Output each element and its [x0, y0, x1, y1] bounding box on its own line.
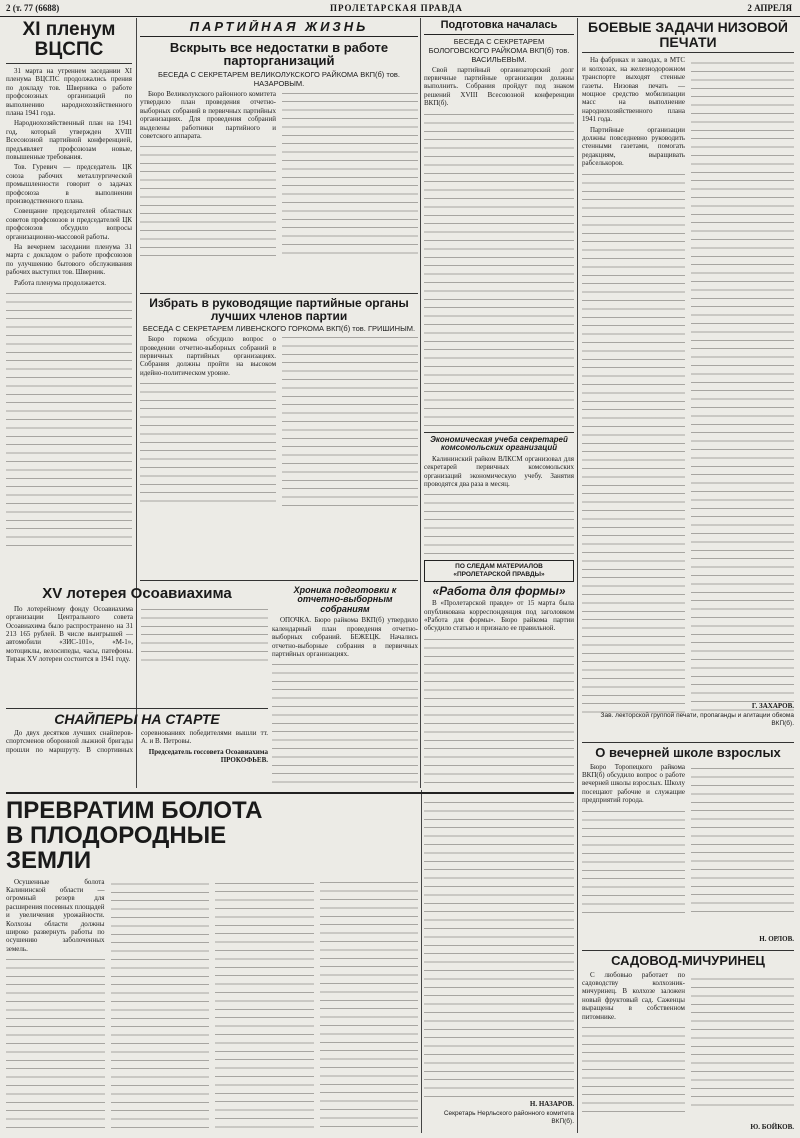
- plenum-paragraph: Совещание председателей областных советов профсоюзов и председателей ЦК профсоюзов обсудило вопросы организационно-массовой работы.: [6, 207, 132, 241]
- party-life-banner: ПАРТИЙНАЯ ЖИЗНЬ: [140, 20, 418, 37]
- komsomol-headline: Экономическая учеба секретарей комсомольских организаций: [430, 436, 568, 453]
- letters-body: [424, 599, 574, 785]
- lowlevel-press-article: [582, 20, 794, 720]
- press-signature-block: [582, 700, 794, 740]
- school-article: [582, 746, 794, 946]
- school-text: Бюро Торопецкого райкома ВКП(б) обсудило вопрос о работе вечерней школы взрослых. Школу посещают рабочие и служащие предприятий города.: [582, 762, 685, 805]
- swamps-article: [6, 798, 418, 1134]
- plenum-article: [6, 20, 132, 580]
- plenum-paragraph: Народнохозяйственный план на 1941 год, который утвержден XVIII Всесоюзной партийной конференцией, предъявляет профсоюзам новые, повышенные требования.: [6, 119, 132, 161]
- school-signature: Н. ОРЛОВ.: [759, 934, 794, 943]
- komsomol-article: [424, 436, 574, 556]
- swamps-continued-body: [424, 798, 574, 1098]
- article2-body: [140, 335, 418, 525]
- swamps-text: Осушенные болота Калининской области — огромный резерв для расширения посевных площадей и увеличения урожайности. Колхозы области должны широко развернуть работы по осушению заболоченных земель.: [6, 877, 105, 953]
- chronicle-headline: Хроника подготовки к отчетно-выборным собраниям: [293, 586, 397, 614]
- school-body: [582, 763, 794, 933]
- chronicle-article: [272, 586, 418, 786]
- lottery-headline: XV лотерея Осоавиахима: [42, 586, 232, 602]
- preparation-headline: Подготовка началась: [424, 20, 574, 35]
- article1-text: Бюро Великолукского районного комитета утвердило план проведения отчетно-выборных собраний в первичных партийных организациях. Для проведения собраний выделены работники партийного и советского аппарата.: [140, 89, 276, 140]
- press-text: На фабриках и заводах, в МТС и колхозах, на железнодорожном транспорте выходят стенные газеты. Низовая печать — мощное средство мобилизации масс на выполнение народнохозяйственного плана 1941 года.: [582, 56, 685, 124]
- letters-article: [424, 558, 574, 786]
- komsomol-text: Калининский райком ВЛКСМ организовал для секретарей первичных комсомольских организаций экономическую учебу. Занятия проводятся два раза в месяц.: [424, 454, 574, 488]
- swamps-continued: [424, 798, 574, 1134]
- party-life-section: [140, 20, 418, 580]
- chronicle-body: [272, 616, 418, 786]
- issue-date: 2 АПРЕЛЯ: [747, 3, 792, 13]
- lottery-article: [6, 586, 268, 706]
- michurin-body: [582, 971, 794, 1121]
- komsomol-body: [424, 455, 574, 556]
- article2-headline: Избрать в руководящие партийные органы лучших членов партии: [149, 295, 409, 323]
- preparation-subtitle: БЕСЕДА С СЕКРЕТАРЕМ БОЛОГОВСКОГО РАЙКОМА ВКП(б) тов. ВАСИЛЬЕВЫМ.: [428, 36, 570, 64]
- school-headline: О вечерней школе взрослых: [595, 746, 781, 760]
- plenum-headline: XI пленум ВЦСПС: [22, 20, 116, 60]
- lottery-body: [6, 605, 268, 665]
- swamps-body: [6, 878, 418, 1134]
- michurin-text: С любовью работает по садоводству колхозник-мичуринец. В колхозе заложен новый фруктовый сад. Саженцы выращены в собственном питомнике.: [582, 970, 685, 1021]
- preparation-text: Свой партийный организаторский долг первичные партийные организации должны выполнить. Собрания пройдут под знаком решений XVIII Всесоюзной конференции ВКП(б).: [424, 65, 574, 108]
- press-headline: БОЕВЫЕ ЗАДАЧИ НИЗОВОЙ ПЕЧАТИ: [588, 20, 788, 50]
- snipers-signature: Председатель госсовета Осоавиахима ПРОКОФЬЕВ.: [148, 747, 268, 764]
- masthead: [0, 0, 800, 17]
- swamps-signature-note: Секретарь Нерльского районного комитета ВКП(б).: [443, 1110, 574, 1125]
- michurin-signature: Ю. БОЙКОВ.: [750, 1122, 794, 1131]
- letters-headline: «Работа для формы»: [432, 583, 566, 598]
- plenum-body: [6, 67, 132, 287]
- snipers-text: До двух десятков лучших снайперов-спортсменов оборонной лыжной бригады прошли по маршруту. В спортивных соревнованиях победителями вышли тт. А. и В. Петровы.: [6, 728, 268, 754]
- text-filler: [424, 110, 574, 430]
- press-signature-note: Зав. лекторской группой печати, пропаганды и агитации обкома ВКП(б).: [600, 712, 794, 727]
- article1-subtitle: БЕСЕДА С СЕКРЕТАРЕМ ВЕЛИКОЛУКСКОГО РАЙКОМА ВКП(б) тов. НАЗАРОВЫМ.: [158, 69, 400, 88]
- snipers-body: [6, 729, 268, 765]
- plenum-intro: 31 марта на утреннем заседании XI пленума ВЦСПС продолжались прения по докладу тов. Шверника о работе профсоюзных организаций по выполнению народнохозяйственного плана 1941 года.: [6, 66, 132, 117]
- plenum-paragraph: На вечернем заседании пленума 31 марта с докладом о работе профсоюзов по улучшению бытового обслуживания рабочих выступил тов. Шверник.: [6, 243, 132, 277]
- plenum-paragraph: Тов. Гуревич — председатель ЦК союза рабочих металлургической промышленности говорит о задачах профсоюза в выполнении производственного плана.: [6, 163, 132, 205]
- plenum-paragraph: Работа пленума продолжается.: [14, 278, 106, 287]
- michurin-headline: САДОВОД-МИЧУРИНЕЦ: [611, 954, 765, 968]
- text-filler: [272, 660, 418, 786]
- text-filler: [424, 490, 574, 556]
- press-body: [582, 56, 794, 716]
- issue-number: 2 (т. 77 (6688): [6, 3, 60, 13]
- snipers-headline: СНАЙПЕРЫ НА СТАРТЕ: [54, 712, 220, 727]
- swamps-headline: ПРЕВРАТИМ БОЛОТА В ПЛОДОРОДНЫЕ ЗЕМЛИ: [6, 798, 263, 875]
- preparation-article: [424, 20, 574, 430]
- press-signature: Г. ЗАХАРОВ.: [751, 702, 794, 710]
- paper-title: ПРОЛЕТАРСКАЯ ПРАВДА: [330, 3, 463, 13]
- article1-body: [140, 90, 418, 290]
- text-filler: [424, 798, 574, 1098]
- text-filler: [141, 605, 268, 665]
- preparation-body: [424, 66, 574, 430]
- lottery-text: По лотерейному фонду Осоавиахима организации Центрального совета Осоавиахима было распространено на 31 213 165 рублей. В числе выигрышей — автомобили «ЗИС-101», «М-1», мотоциклы, велосипеды, часы, патефоны. Тираж XV лотереи состоится в 1941 году.: [6, 604, 133, 664]
- swamps-signature: Н. НАЗАРОВ.: [529, 1100, 574, 1108]
- article2-subtitle: БЕСЕДА С СЕКРЕТАРЕМ ЛИВЕНСКОГО ГОРКОМА ВКП(б) тов. ГРИШИНЫМ.: [142, 324, 416, 334]
- snipers-article: [6, 712, 268, 788]
- chronicle-text: ОПОЧКА. Бюро райкома ВКП(б) утвердило календарный план проведения отчетно-выборных собраний. БЕЖЕЦК. Начались отчетно-выборные собрания в первичных партийных организациях.: [272, 616, 418, 658]
- letters-text: В «Пролетарской правде» от 15 марта была опубликована корреспонденция под заголовком «Работа для формы». Бюро райкома партии обсудило статью и признало ее правильной.: [424, 599, 574, 633]
- press-text: Партийные организации должны повседневно руководить стенными газетами, помогать редакциям, выращивать рабселькоров.: [582, 125, 685, 168]
- article1-headline: Вскрыть все недостатки в работе парторганизаций: [169, 39, 389, 69]
- text-filler: [424, 635, 574, 785]
- michurin-article: [582, 954, 794, 1134]
- article2-text: Бюро горкома обсудило вопрос о проведении отчетно-выборных собраний в первичных партийных организациях. Собрания должны пройти на высоком идейно-политическом уровне.: [140, 335, 276, 377]
- text-filler: [6, 289, 132, 549]
- letters-banner: ПО СЛЕДАМ МАТЕРИАЛОВ «ПРОЛЕТАРСКОЙ ПРАВДЫ»: [424, 560, 574, 582]
